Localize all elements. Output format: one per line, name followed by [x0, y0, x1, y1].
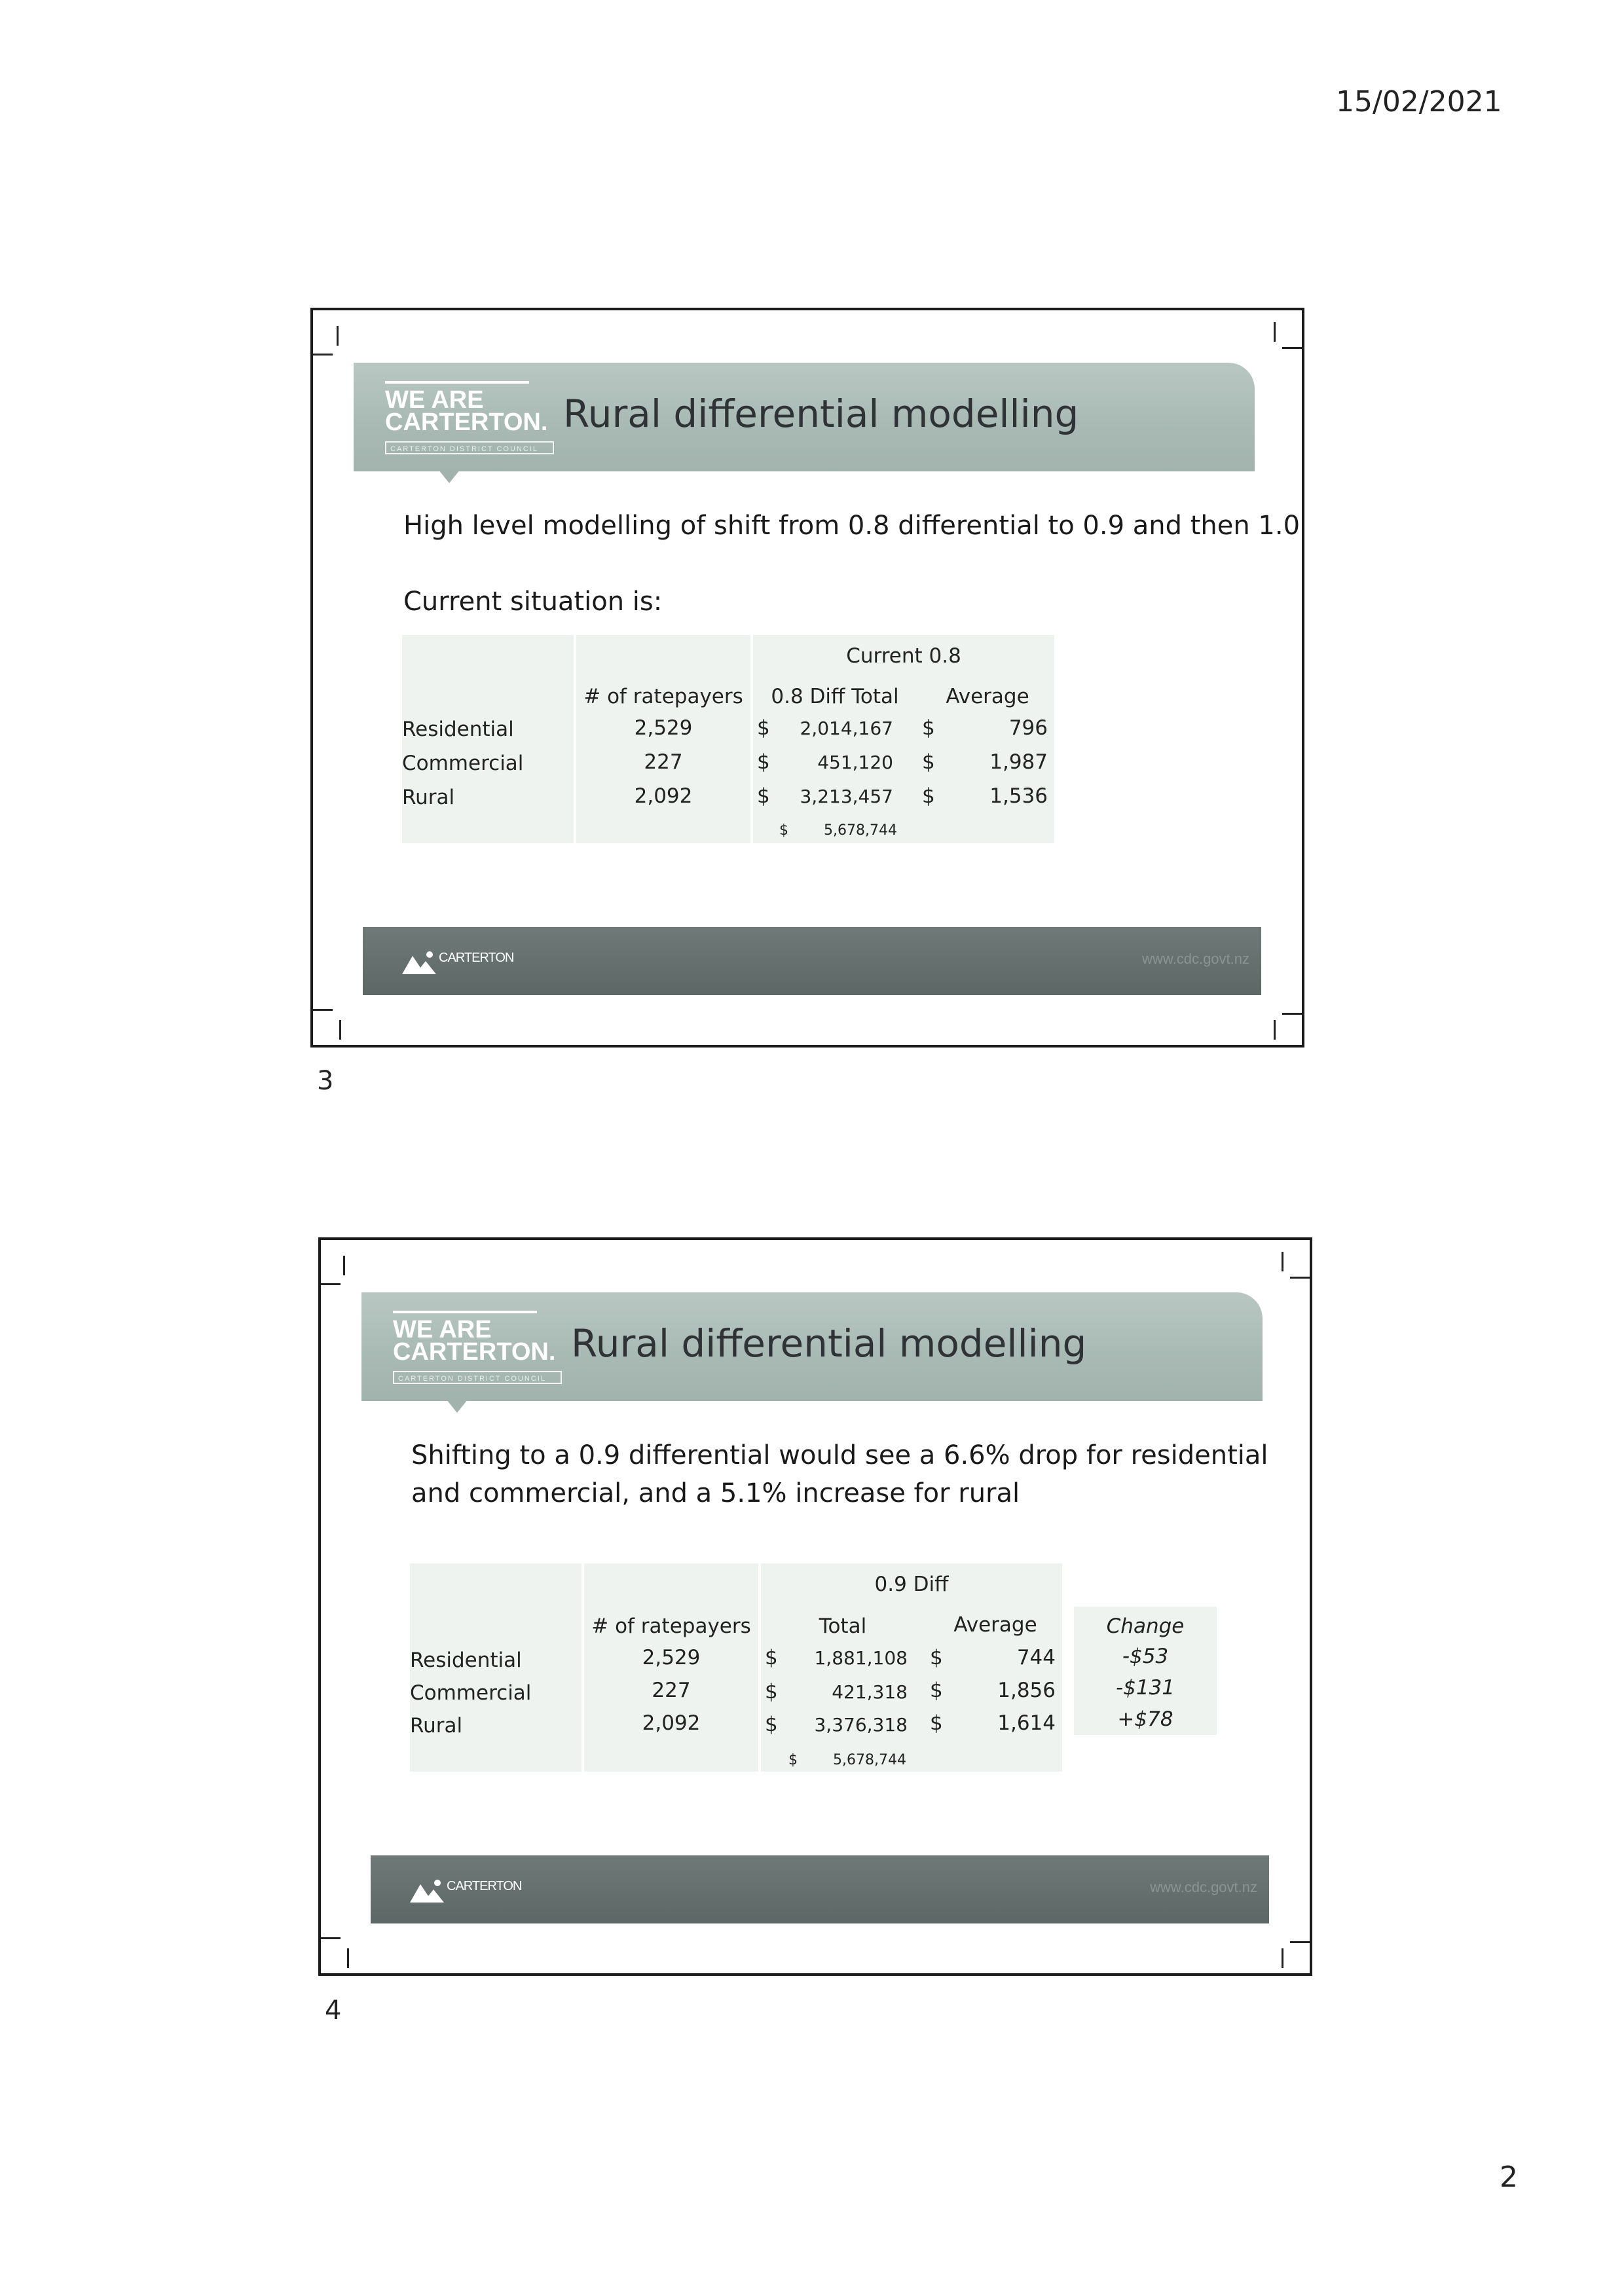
crop-mark — [313, 1009, 333, 1011]
slide-number: 4 — [325, 1995, 342, 2026]
currency-sign: $ — [922, 750, 935, 774]
change-value: -$53 — [1122, 1645, 1169, 1668]
total-value: 451,120 — [817, 752, 893, 773]
currency-sign: $ — [765, 1646, 778, 1669]
column-header: Total — [819, 1614, 867, 1638]
crop-mark — [1282, 1948, 1283, 1968]
sum-total: 5,678,744 — [833, 1752, 906, 1768]
column-header: Average — [946, 685, 1029, 708]
slide-number: 3 — [317, 1066, 334, 1096]
crop-mark — [313, 354, 333, 355]
row-label: Commercial — [402, 752, 524, 775]
slide-footer — [371, 1855, 1269, 1923]
logo-council-text: CARTERTON DISTRICT COUNCIL — [385, 441, 554, 454]
total-value: 3,213,457 — [800, 786, 893, 807]
row-label: Rural — [410, 1714, 463, 1738]
crop-mark — [347, 1948, 349, 1968]
change-value: +$78 — [1117, 1707, 1173, 1731]
logo-council-text: CARTERTON DISTRICT COUNCIL — [393, 1371, 562, 1384]
footer-logo-text: CARTERTON — [439, 951, 514, 965]
header-pointer — [439, 470, 460, 483]
column-header: 0.8 Diff Total — [771, 685, 899, 708]
slide-intro: and commercial, and a 5.1% increase for rural — [411, 1478, 1020, 1508]
crop-mark — [1282, 347, 1302, 349]
column-header: Average — [953, 1613, 1037, 1637]
total-value: 1,881,108 — [814, 1647, 908, 1669]
row-label: Rural — [402, 786, 455, 809]
crop-mark — [339, 1020, 341, 1040]
slide-title: Rural differential modelling — [563, 392, 1079, 436]
page-date: 15/02/2021 — [1336, 85, 1502, 118]
sum-currency: $ — [779, 822, 788, 839]
average-value: 1,987 — [989, 750, 1048, 774]
brand-logo — [385, 381, 555, 454]
total-value: 2,014,167 — [800, 718, 893, 739]
average-value: 1,856 — [997, 1679, 1056, 1702]
ratepayers-value: 227 — [644, 750, 683, 774]
logo-text-line2: CARTERTON. — [385, 409, 548, 436]
page-number: 2 — [1500, 2160, 1518, 2194]
slide-intro: Shifting to a 0.9 differential would see a 6.6% drop for residential — [411, 1440, 1268, 1470]
currency-sign: $ — [757, 750, 770, 774]
row-label: Residential — [402, 718, 514, 741]
footer-url: www.cdc.govt.nz — [1150, 1879, 1257, 1895]
crop-mark — [321, 1283, 341, 1285]
currency-sign: $ — [922, 784, 935, 808]
total-value: 421,318 — [832, 1681, 908, 1703]
slide-title: Rural differential modelling — [571, 1321, 1087, 1366]
change-header: Change — [1106, 1614, 1185, 1638]
crop-mark — [321, 1937, 341, 1939]
logo-rule — [385, 381, 529, 384]
change-value: -$131 — [1115, 1676, 1175, 1700]
brand-logo — [393, 1311, 563, 1384]
logo-text-line1: WE ARE — [385, 386, 484, 414]
currency-sign: $ — [930, 1711, 943, 1735]
slide-4 — [318, 1237, 1312, 1976]
row-label: Commercial — [410, 1681, 532, 1705]
ratepayers-value: 2,529 — [642, 1646, 701, 1669]
table-group-header: Current 0.8 — [846, 644, 961, 668]
slide-header — [354, 363, 1255, 471]
ratepayers-value: 2,092 — [642, 1711, 701, 1735]
footer-logo-text: CARTERTON — [447, 1879, 522, 1893]
crop-mark — [1282, 1252, 1283, 1271]
row-label: Residential — [410, 1649, 522, 1672]
column-header: # of ratepayers — [583, 685, 743, 708]
header-pointer — [447, 1400, 468, 1413]
crop-mark — [343, 1256, 345, 1275]
table-group-header: 0.9 Diff — [874, 1573, 949, 1596]
logo-text-line2: CARTERTON. — [393, 1338, 556, 1366]
crop-mark — [1282, 1013, 1302, 1015]
sum-currency: $ — [788, 1752, 798, 1768]
total-value: 3,376,318 — [814, 1714, 908, 1736]
crop-mark — [337, 326, 339, 346]
logo-text-line1: WE ARE — [393, 1316, 492, 1343]
slide-footer — [363, 927, 1261, 995]
logo-rule — [393, 1311, 537, 1313]
footer-url: www.cdc.govt.nz — [1142, 951, 1249, 967]
sum-total: 5,678,744 — [824, 822, 897, 839]
crop-mark — [1274, 1020, 1276, 1040]
crop-mark — [1290, 1941, 1310, 1943]
crop-mark — [1290, 1277, 1310, 1279]
average-value: 744 — [1016, 1646, 1056, 1669]
slide-intro: High level modelling of shift from 0.8 differential to 0.9 and then 1.0 — [403, 511, 1301, 541]
slide-subintro: Current situation is: — [403, 587, 663, 617]
ratepayers-value: 2,092 — [634, 784, 693, 808]
slide-header — [361, 1292, 1263, 1401]
crop-mark — [1274, 322, 1276, 342]
currency-sign: $ — [757, 784, 770, 808]
average-value: 796 — [1008, 716, 1048, 740]
ratepayers-value: 227 — [652, 1679, 691, 1702]
currency-sign: $ — [765, 1680, 778, 1704]
carterton-logo-icon — [401, 949, 437, 975]
currency-sign: $ — [765, 1713, 778, 1736]
currency-sign: $ — [922, 716, 935, 740]
average-value: 1,614 — [997, 1711, 1056, 1735]
currency-sign: $ — [930, 1646, 943, 1669]
slide-3 — [310, 308, 1304, 1048]
ratepayers-value: 2,529 — [634, 716, 693, 740]
currency-sign: $ — [930, 1679, 943, 1702]
column-header: # of ratepayers — [591, 1614, 751, 1638]
average-value: 1,536 — [989, 784, 1048, 808]
currency-sign: $ — [757, 716, 770, 740]
carterton-logo-icon — [409, 1878, 445, 1904]
